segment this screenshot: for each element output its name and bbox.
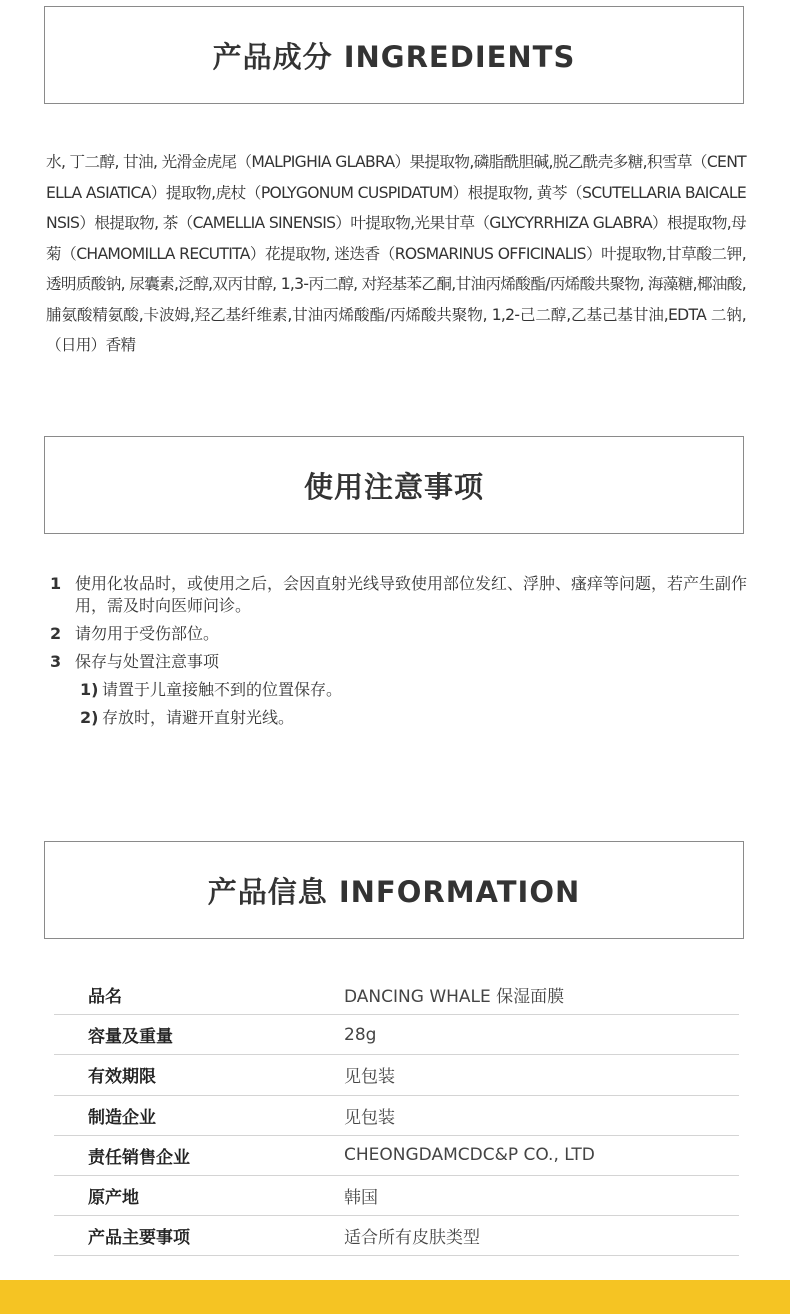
info-label: 品名 [88,987,122,1008]
caution-sub-text: 请置于儿童接触不到的位置保存。 [102,680,343,699]
info-title: 产品信息 INFORMATION [207,874,581,909]
info-label: 制造企业 [88,1107,156,1128]
table-row [54,1055,739,1095]
caution-sub-number: 1) [80,680,99,699]
table-row [54,1136,739,1176]
info-value: 见包装 [344,1067,395,1088]
info-table [54,975,739,1256]
caution-number: 1 [50,574,62,593]
caution-text: 使用化妆品时，或使用之后，会因直射光线导致使用部位发红、浮肿、瘙痒等问题，若产生副作用，需及时向医师问诊。 [75,574,748,615]
cautions-title: 使用注意事项 [303,469,484,504]
caution-number: 3 [50,652,62,671]
caution-number: 2 [50,624,62,643]
info-value: 28g [344,1024,377,1045]
info-value: 适合所有皮肤类型 [344,1228,480,1249]
ingredients-title: 产品成分 INGREDIENTS [212,39,576,74]
caution-text: 保存与处置注意事项 [75,652,220,671]
info-value: 见包装 [344,1107,395,1128]
caution-subitem [50,707,750,729]
caution-item [50,573,750,617]
caution-item [50,651,750,673]
info-value: 韩国 [344,1188,378,1209]
info-label: 责任销售企业 [88,1147,190,1168]
info-label: 产品主要事项 [88,1228,190,1249]
table-row [54,1176,739,1216]
caution-item [50,623,750,645]
info-value: CHEONGDAMCDC&P CO., LTD [344,1145,595,1166]
info-label: 容量及重量 [88,1027,173,1048]
caution-sub-number: 2) [80,708,99,727]
ingredients-title-box [44,6,744,104]
cautions-list [50,573,750,735]
table-row [54,975,739,1015]
caution-sub-text: 存放时，请避开直射光线。 [102,708,295,727]
caution-subitem [50,679,750,701]
table-row [54,1015,739,1055]
table-row [54,1216,739,1256]
table-row [54,1096,739,1136]
cautions-title-box [44,436,744,534]
ingredients-list: 水, 丁二醇, 甘油, 光滑金虎尾（MALPIGHIA GLABRA）果提取物,磷脂酰胆碱,脱乙酰壳多糖,积雪草（CENTELLA ASIATICA）提取物,虎杖（POLYGONUM CUSPIDATUM）根提取物, 黄芩（SCUTELLARIA BAICALENSIS）根提取物, 茶（CAMELLIA SINENSIS）叶提取物,光果甘草（GLYCYRRHIZA GLABRA）根提取物,母菊（CHAMOMILLA RECUTITA）花提取物, 迷迭香（ROSMARINUS OFFICINALIS）叶提取物,甘草酸二钾,透明质酸钠, 尿囊素,泛醇,双丙甘醇, 1,3-丙二醇, 对羟基苯乙酮,甘油丙烯酸酯/丙烯酸共聚物, 海藻糖,椰油酸, 脯氨酸精氨酸,卡波姆,羟乙基纤维素,甘油丙烯酸酯/丙烯酸共聚物, 1,2-己二醇,乙基己基甘油,EDTA 二钠,（日用）香精 [46,153,746,354]
info-value: DANCING WHALE 保湿面膜 [344,987,565,1008]
info-label: 有效期限 [88,1067,156,1088]
info-label: 原产地 [88,1188,139,1209]
caution-text: 请勿用于受伤部位。 [75,624,220,643]
bottom-accent-bar [0,1280,790,1314]
info-title-box [44,841,744,939]
